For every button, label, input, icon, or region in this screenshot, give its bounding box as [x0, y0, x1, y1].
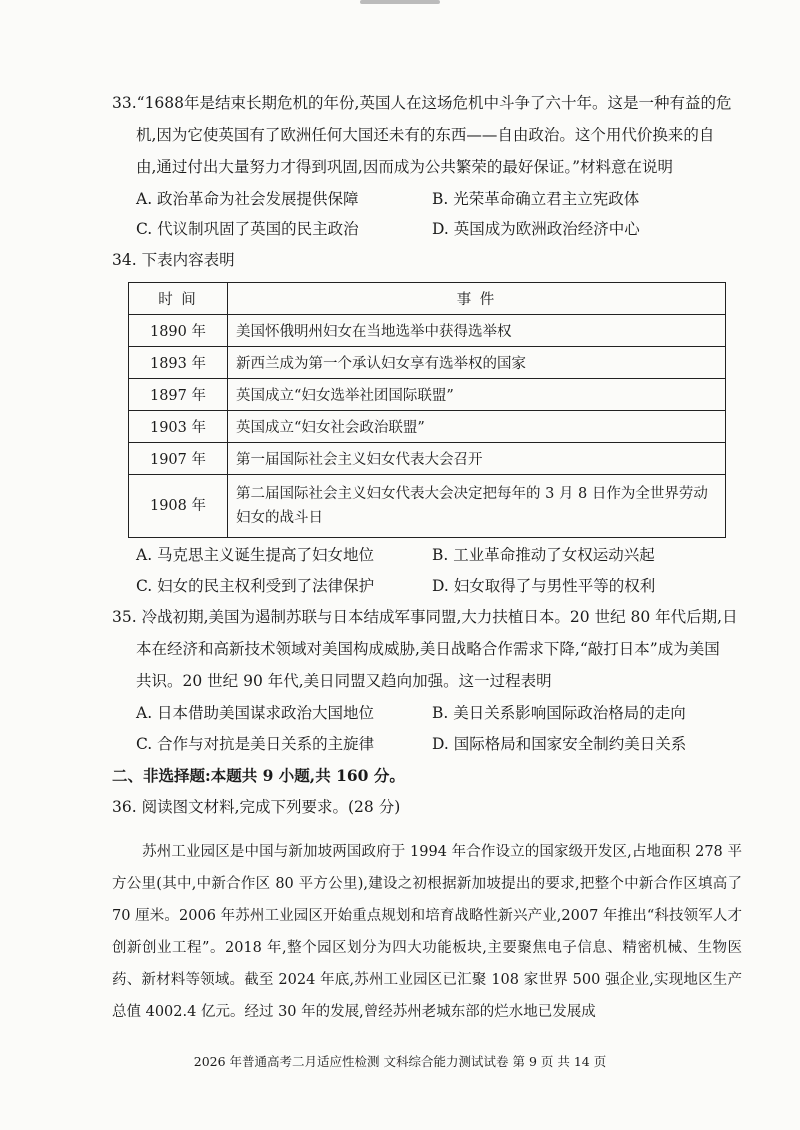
row-event: 英国成立“妇女社会政治联盟” [228, 411, 726, 443]
row-event: 第二届国际社会主义妇女代表大会决定把每年的 3 月 8 日作为全世界劳动妇女的战斗日 [228, 475, 726, 538]
row-event: 美国怀俄明州妇女在当地选举中获得选举权 [228, 315, 726, 347]
q35-option-b: B. 美日关系影响国际政治格局的走向 [432, 704, 686, 722]
q34-stem: 34. 下表内容表明 [112, 251, 235, 269]
table-row [129, 347, 726, 379]
q33-option-b: B. 光荣革命确立君主立宪政体 [432, 190, 640, 208]
q35-line-3: 共识。20 世纪 90 年代,美日同盟又趋向加强。这一过程表明 [136, 672, 552, 690]
section-heading: 二、非选择题:本题共 9 小题,共 160 分。 [112, 766, 405, 785]
q36-body-text: 苏州工业园区是中国与新加坡两国政府于 1994 年合作设立的国家级开发区,占地面积 278 平方公里(其中,中新合作区 80 平方公里),建设之初根据新加坡提出的要求,把整个中新合作区填高了 70 厘米。2006 年苏州工业园区开始重点规划和培育战略性新兴产业,2007 年推出“科技领军人才创新创业工程”。2018 年,整个园区划分为四大功能板块,主要聚焦电子信息、精密机械、生物医药、新材料等领域。截至 2024 年底,苏州工业园区已汇聚 108 家世界 500 强企业,实现地区生产总值 4002.4 亿元。经过 30 年的发展,曾经苏州老城东部的烂水地已发展成 [112, 844, 742, 1020]
q33-option-d: D. 英国成为欧洲政治经济中心 [432, 220, 640, 238]
q36-material [112, 836, 742, 1028]
q34-option-d: D. 妇女取得了与男性平等的权利 [432, 577, 656, 595]
q33-option-a: A. 政治革命为社会发展提供保障 [136, 190, 359, 208]
q35-option-a: A. 日本借助美国谋求政治大国地位 [136, 704, 375, 722]
q36-stem: 36. 阅读图文材料,完成下列要求。(28 分) [112, 798, 401, 816]
page-footer: 2026 年普通高考二月适应性检测 文科综合能力测试试卷 第 9 页 共 14 页 [193, 1054, 607, 1069]
scan-mark [360, 0, 440, 4]
row-year: 1897 年 [129, 379, 228, 411]
q33-line-2: 机,因为它使英国有了欧洲任何大国还未有的东西——自由政治。这个用代价换来的自 [136, 126, 715, 144]
table-row [129, 411, 726, 443]
q35-line-1: 35. 冷战初期,美国为遏制苏联与日本结成军事同盟,大力扶植日本。20 世纪 80 年代后期,日 [112, 608, 738, 626]
events-table [128, 282, 726, 538]
row-year: 1908 年 [129, 475, 228, 538]
q35-option-d: D. 国际格局和国家安全制约美日关系 [432, 735, 687, 753]
q34-option-a: A. 马克思主义诞生提高了妇女地位 [136, 546, 375, 564]
row-year: 1893 年 [129, 347, 228, 379]
table-row [129, 475, 726, 538]
table-row [129, 315, 726, 347]
header-event: 事 件 [228, 283, 726, 315]
row-event: 英国成立“妇女选举社团国际联盟” [228, 379, 726, 411]
header-time: 时 间 [129, 283, 228, 315]
q35-line-2: 本在经济和高新技术领域对美国构成威胁,美日战略合作需求下降,“敲打日本”成为美国 [136, 640, 720, 658]
q34-option-b: B. 工业革命推动了女权运动兴起 [432, 546, 655, 564]
table-header-row [129, 283, 726, 315]
q34-option-c: C. 妇女的民主权利受到了法律保护 [136, 577, 375, 595]
q33-option-c: C. 代议制巩固了英国的民主政治 [136, 220, 359, 238]
row-year: 1903 年 [129, 411, 228, 443]
table-row [129, 379, 726, 411]
table-row [129, 443, 726, 475]
row-year: 1890 年 [129, 315, 228, 347]
q33-line-1: 33.“1688年是结束长期危机的年份,英国人在这场危机中斗争了六十年。这是一种有益的危 [112, 94, 732, 112]
row-event: 第一届国际社会主义妇女代表大会召开 [228, 443, 726, 475]
row-year: 1907 年 [129, 443, 228, 475]
row-event: 新西兰成为第一个承认妇女享有选举权的国家 [228, 347, 726, 379]
q33-line-3: 由,通过付出大量努力才得到巩固,因而成为公共繁荣的最好保证。”材料意在说明 [136, 158, 674, 176]
q35-option-c: C. 合作与对抗是美日关系的主旋律 [136, 735, 375, 753]
